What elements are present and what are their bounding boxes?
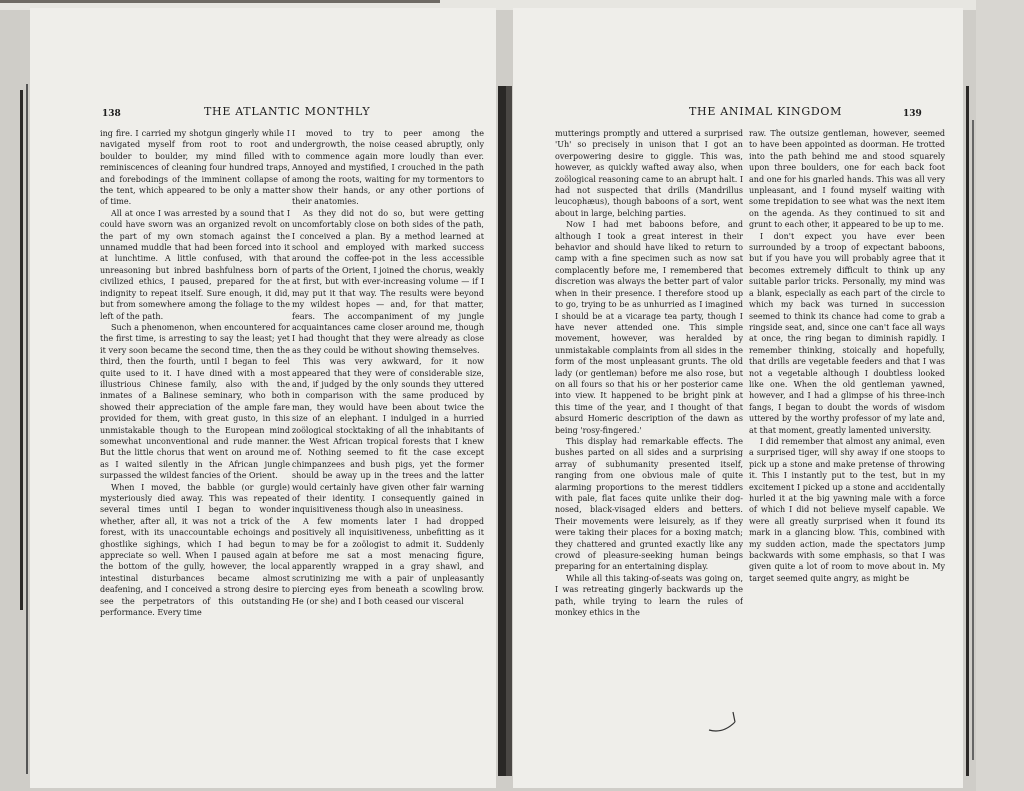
right-running-head: THE ANIMAL KINGDOM: [689, 105, 843, 118]
right-page: [513, 8, 963, 788]
right-page-number: 139: [903, 109, 922, 119]
pencil-mark-icon: [705, 708, 745, 738]
paragraph: I don't expect you have ever been surrounded by a troop of expectant baboons, but if you have you will probably agree that it becomes extremely difficult to think up any suitable parlor tricks. Personally, my mind was a blank, especially as each part of the circle to which my back was turned in succession seemed to think its chance had come to grab a ringside seat, and, since one can't face all ways at once, the ring began to diminish rapidly. I remember thinking, stoically and hopefully, that drills are vegetable feeders and that I was not a vegetable although I doubtless looked like one. When the old gentleman yawned, however, and I had a glimpse of his three-inch fangs, I began to doubt the words of wisdom uttered by the worthy professor of my late and, at that moment, greatly lamented university.: [749, 231, 945, 435]
left-running-head: THE ATLANTIC MONTHLY: [204, 105, 371, 118]
right-page-column-1: [555, 128, 743, 784]
paragraph: Now I had met baboons before, and although I took a great interest in their behavior and should have liked to return to camp with a fine specimen such as now sat complacently before me, I remembered that discretion was always the better part of valor when in their presence. I therefore stood up to go, trying to be as unhurried as I imagined I should be at a vicarage tea party, though I have never attended one. This simple movement, however, was heralded by unmistakable complaints from all sides in the form of the most unpleasant grunts. The old lady (or gentleman) before me also rose, but on all fours so that his or her posterior came into view. It happened to be bright pink at this time of the year, and I thought of that absurd Homeric description of the dawn as being 'rosy-fingered.': [555, 220, 743, 435]
left-page-number: 138: [102, 109, 121, 119]
paragraph: This was very awkward, for it now appeared that they were of considerable size, and, if judged by the only sounds they uttered in comparison with the same produced by man, they would have been about twice the size of an elephant. I indulged in a hurried zoölogical stocktaking of all the inhabitants of the West African tropical forests that I knew of. Nothing seemed to fit the case except chimpanzees and bush pigs, yet the former should be away up in the trees and the latter would certainly have given other fair warning of their identity. I consequently gained in inquisitiveness though also in uneasiness.: [292, 357, 484, 515]
top-edge-line: [0, 0, 440, 3]
left-page-column-1: [100, 128, 290, 784]
paragraph: I did remember that almost any animal, even a surprised tiger, will shy away if one stoops to pick up a stone and make pretense of throwing it. This I instantly put to the test, but in my excitement I picked up a stone and accidentally hurled it at the big yawning male with a force of which I did not believe myself capable. We were all greatly surprised when it found its mark in a glancing blow. This, combined with my sudden action, made the spectators jump backwards with some emphasis, so that I was given quite a lot of room to move about in. My target seemed quite angry, as might be: [749, 436, 945, 583]
paragraph: I moved to try to peer among the undergrowth, the noise ceased abruptly, only to commence again more loudly than ever. Annoyed and mystified, I crouched in the path among the roots, waiting for my tormentors to show their hands, or any other portions of their anatomies.: [292, 129, 484, 207]
book-gutter-right: [506, 86, 512, 776]
right-page-column-2: [749, 128, 945, 784]
paragraph: This display had remarkable effects. The bushes parted on all sides and a surprising array of subhumanity presented itself, ranging from one obvious male of quite alarming proportions to the merest tiddlers with pale, flat faces quite unlike their dog-nosed, black-visaged elders and betters. Their movements were leisurely, as if they were taking their places for a boxing match; they chattered and grunted exactly like any crowd of pleasure-seeking human beings preparing for an entertaining display.: [555, 436, 743, 572]
paragraph: raw. The outsize gentleman, however, seemed to have been appointed as doorman. He trotted into the path behind me and stood squarely upon three boulders, one for each back foot and one for his gnarled hands. This was all very unpleasant, and I found myself waiting with some trepidation to see what was the next item on the agenda. As they continued to sit and grunt to each other, it appeared to be up to me.: [749, 129, 945, 230]
paragraph: A few moments later I had dropped positively all inquisitiveness, unbefitting as it may be for a zoölogist to admit it. Suddenly before me sat a most menacing figure, apparently wrapped in a gray shawl, and scrutinizing me with a pair of unpleasantly piercing eyes from beneath a scowling brow. He (or she) and I both ceased our visceral: [292, 516, 484, 606]
paragraph: When I moved, the babble (or gurgle) mysteriously died away. This was repeated several times until I began to wonder whether, after all, it was not a trick of the forest, with its unaccountable echoings and ghostlike sighings, which I had begun to appreciate so well. When I paused again at the bottom of the gully, however, the local intestinal disturbances became almost deafening, and I conceived a strong desire to see the perpetrators of this outstanding performance. Every time: [100, 482, 290, 618]
paragraph: mutterings promptly and uttered a surprised 'Uh' so precisely in unison that I got an overpowering desire to giggle. This was, however, as quickly wafted away also, when zoölogical reasoning came to an abrupt halt. I had not suspected that drills (Mandrillus leucophæus), though baboons of a sort, went about in large, belching parties.: [555, 129, 743, 218]
paragraph: ing fire. I carried my shotgun gingerly while I navigated myself from root to root and boulder to boulder, my mind filled with reminiscences of cleaning four hundred traps, and forebodings of the imminent collapse of the tent, which appeared to be only a matter of time.: [100, 129, 290, 207]
left-page-column-2: [292, 128, 484, 784]
paragraph: While all this taking-of-seats was going on, I was retreating gingerly backwards up the path, while trying to learn the rules of monkey ethics in the: [555, 573, 743, 618]
scan-edge-right-b: [972, 120, 974, 760]
scan-margin-right: [976, 0, 1024, 791]
paragraph: All at once I was arrested by a sound that I could have sworn was an organized revolt on the part of my own stomach against the unnamed muddle that had been forced into it at lunchtime. A little confused, with that unreasoning but inbred bashfulness born of civilized ethics, I paused, prepared for the indignity to repeat itself. Sure enough, it did, but from somewhere among the foliage to the left of the path.: [100, 208, 290, 321]
scan-edge-left-a: [20, 90, 23, 610]
paragraph: As they did not do so, but were getting uncomfortably close on both sides of the path, I conceived a plan. By a method learned at school and employed with marked success around the coffee-pot in the less accessible parts of the Orient, I joined the chorus, weakly at first, but with ever-increasing volume — if I may put it that way. The results were beyond my wildest hopes — and, for that matter, fears. The accompaniment of my jungle acquaintances came closer around me, though I had thought that they were already as close as they could be without showing themselves.: [292, 208, 484, 355]
scan-edge-left-b: [26, 84, 28, 774]
scan-edge-right-a: [966, 86, 969, 776]
left-page: [30, 8, 496, 788]
paragraph: Such a phenomenon, when encountered for the first time, is arresting to say the least; yet it very soon became the second time, then the third, then the fourth, until I began to feel quite used to it. I have dined with a most illustrious Chinese family, also with the inmates of a Balinese seminary, who both showed their appreciation of the ample fare provided for them, with great gusto, in this unmistakable though to the European mind somewhat unconventional and rude manner. But the little chorus that went on around me as I waited silently in the African jungle surpassed the wildest fancies of the Orient.: [100, 322, 290, 481]
